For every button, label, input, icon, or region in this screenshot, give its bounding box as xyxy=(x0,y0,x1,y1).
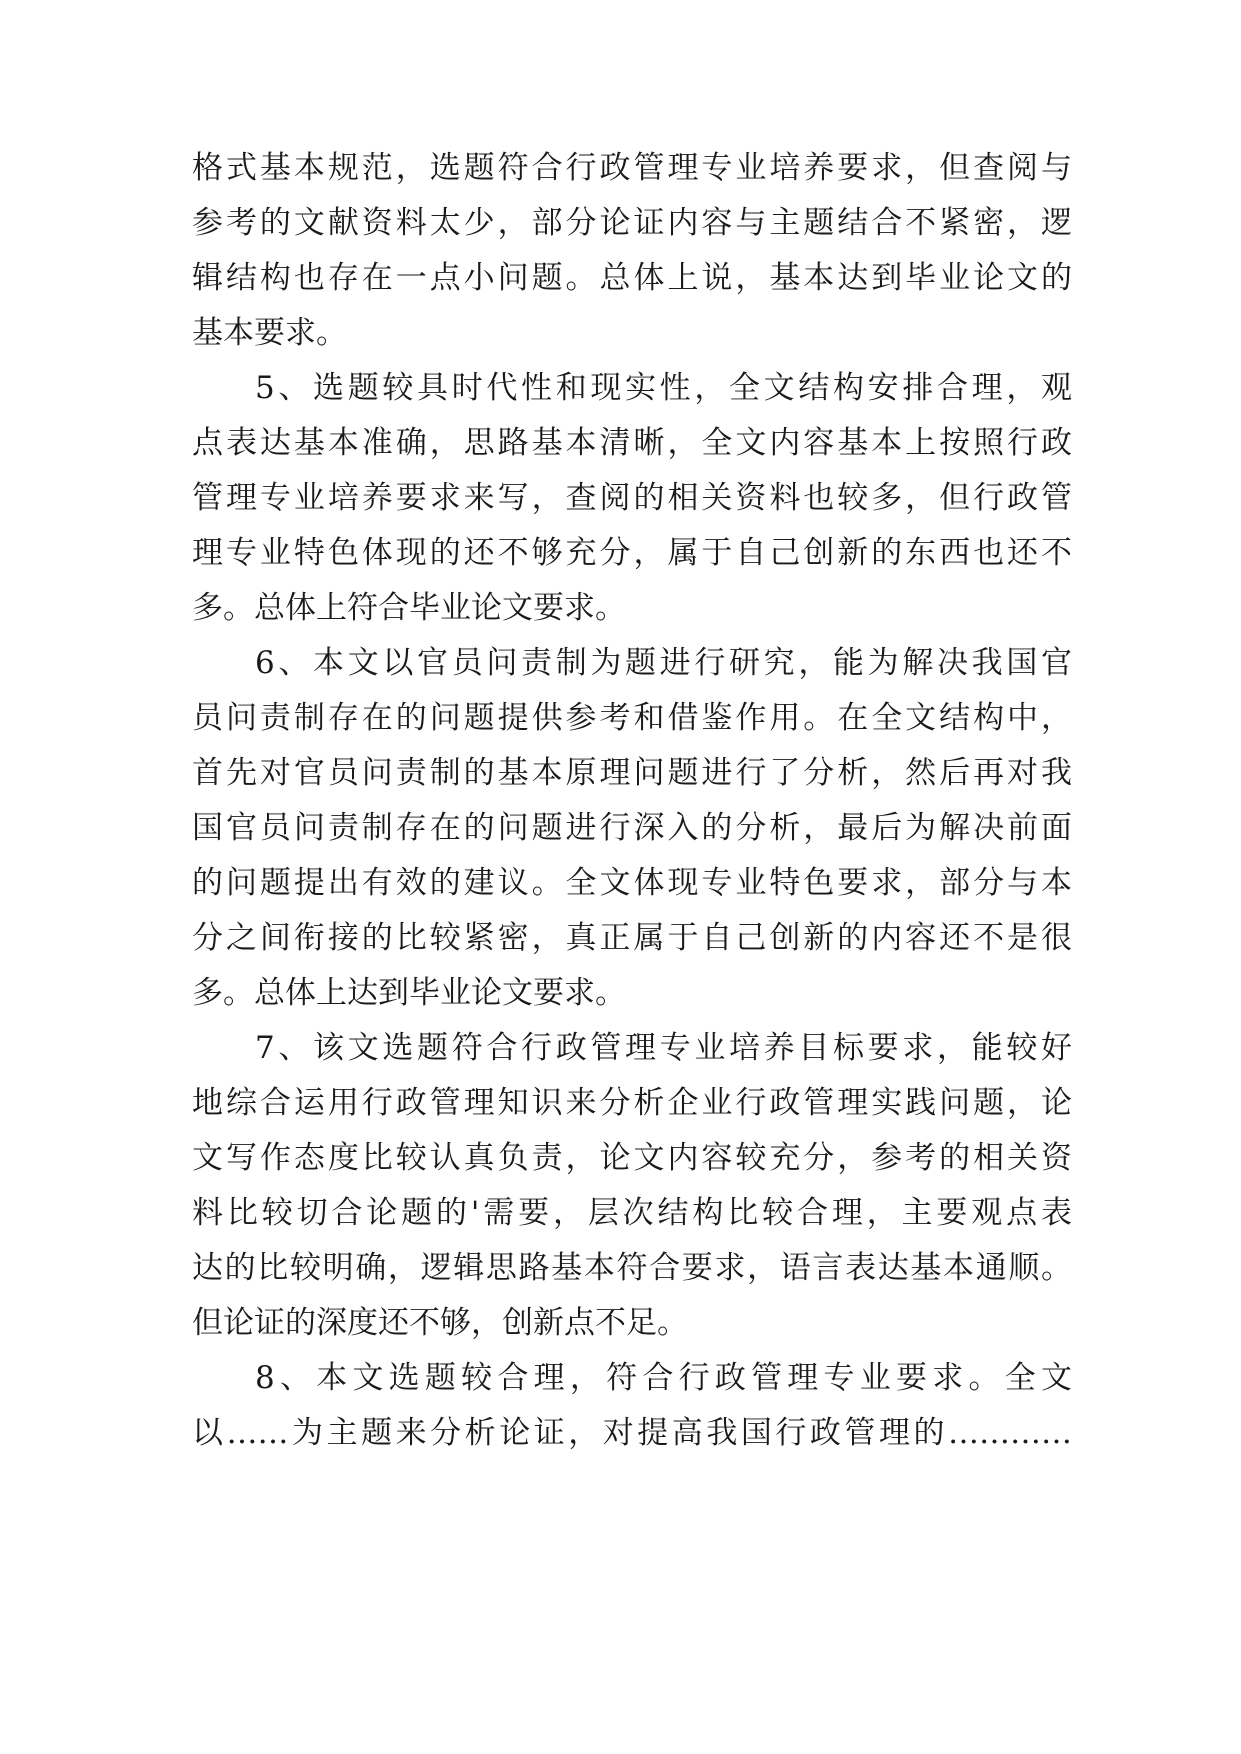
text-line-4: 基本要求。 xyxy=(192,315,347,351)
paragraph-6-line-6: 分之间衔接的比较紧密，真正属于自己创新的内容还不是很 xyxy=(192,920,1072,956)
text-line-1: 格式基本规范，选题符合行政管理专业培养要求，但查阅与 xyxy=(192,150,1072,186)
paragraph-7-line-5: 达的比较明确，逻辑思路基本符合要求，语言表达基本通顺。 xyxy=(192,1250,1072,1286)
paragraph-5-line-3: 管理专业培养要求来写，查阅的相关资料也较多，但行政管 xyxy=(192,480,1072,516)
paragraph-6-line-3: 首先对官员问责制的基本原理问题进行了分析，然后再对我 xyxy=(192,755,1072,791)
paragraph-6-line-5: 的问题提出有效的建议。全文体现专业特色要求，部分与本 xyxy=(192,865,1072,901)
paragraph-7-line-4: 料比较切合论题的'需要，层次结构比较合理，主要观点表 xyxy=(192,1195,1072,1231)
paragraph-6-line-2: 员问责制存在的问题提供参考和借鉴作用。在全文结构中， xyxy=(192,700,1072,736)
text-line-2: 参考的文献资料太少，部分论证内容与主题结合不紧密，逻 xyxy=(192,205,1072,241)
paragraph-7-line-3: 文写作态度比较认真负责，论文内容较充分，参考的相关资 xyxy=(192,1140,1072,1176)
paragraph-7-line-6: 但论证的深度还不够，创新点不足。 xyxy=(192,1305,688,1341)
paragraph-5-line-1: 5、选题较具时代性和现实性，全文结构安排合理，观 xyxy=(255,370,1072,406)
text-line-3: 辑结构也存在一点小问题。总体上说，基本达到毕业论文的 xyxy=(192,260,1072,296)
paragraph-8-line-1: 8、本文选题较合理，符合行政管理专业要求。全文 xyxy=(255,1360,1072,1396)
paragraph-6-line-1: 6、本文以官员问责制为题进行研究，能为解决我国官 xyxy=(255,645,1072,681)
paragraph-5-line-5: 多。总体上符合毕业论文要求。 xyxy=(192,590,626,626)
paragraph-6-line-7: 多。总体上达到毕业论文要求。 xyxy=(192,975,626,1011)
paragraph-7-line-2: 地综合运用行政管理知识来分析企业行政管理实践问题，论 xyxy=(192,1085,1072,1121)
paragraph-6-line-4: 国官员问责制存在的问题进行深入的分析，最后为解决前面 xyxy=(192,810,1072,846)
paragraph-5-line-4: 理专业特色体现的还不够充分，属于自己创新的东西也还不 xyxy=(192,535,1072,571)
paragraph-7-line-1: 7、该文选题符合行政管理专业培养目标要求，能较好 xyxy=(255,1030,1072,1066)
paragraph-5-line-2: 点表达基本准确，思路基本清晰，全文内容基本上按照行政 xyxy=(192,425,1072,461)
paragraph-8-line-2: 以……为主题来分析论证，对提高我国行政管理的………… xyxy=(192,1415,1072,1451)
